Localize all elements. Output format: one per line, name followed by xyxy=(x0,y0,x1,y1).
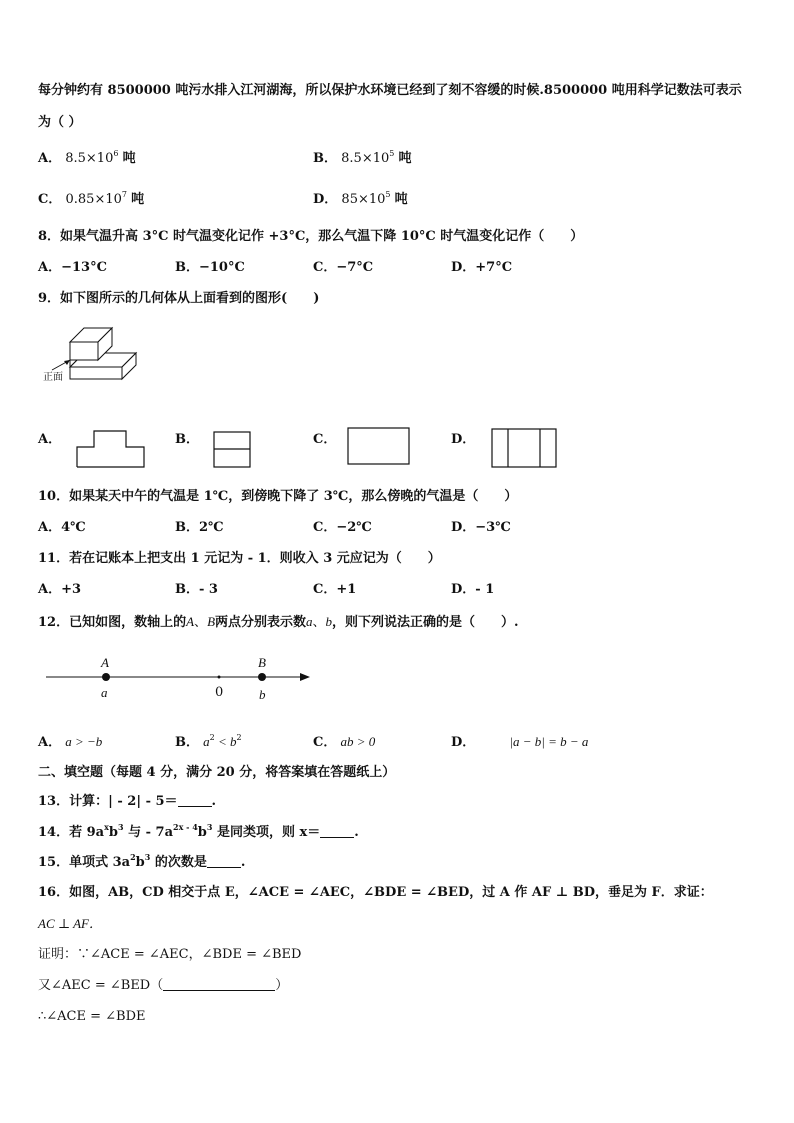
q13-stem: 13．计算：| - 2| - 5＝ . xyxy=(38,794,217,809)
q10-option-c: C．−2℃ xyxy=(313,520,372,535)
q7-option-c: C． $0.85\times 10^7$ 吨 xyxy=(38,190,145,207)
q9-option-b-shape xyxy=(213,431,253,469)
q9-stem: 9．如下图所示的几何体从上面看到的图形( ) xyxy=(38,291,320,306)
point-zero-tick xyxy=(218,676,221,679)
q15-stem: 15．单项式 $3a^2b^3$ 的次数是 . xyxy=(38,852,246,870)
q12-option-d: D． |a − b| = b − a xyxy=(451,734,589,750)
q16-stem-line1: 16．如图，AB，CD 相交于点 E，∠ACE = ∠AEC，∠BDE = ∠BED，过 A 作 AF ⊥ BD，垂足为 F．求证： xyxy=(38,885,713,900)
q12-option-a: A． a > −b xyxy=(38,734,103,750)
q11-option-c: C．+1 xyxy=(313,582,357,597)
q10-option-d: D．−3℃ xyxy=(451,520,511,535)
q10-stem: 10．如果某天中午的气温是 1℃，到傍晚下降了 3℃，那么傍晚的气温是（ ） xyxy=(38,489,518,504)
section-2-heading: 二、填空题（每题 4 分，满分 20 分，将答案填在答题纸上） xyxy=(38,765,396,780)
point-b-dot xyxy=(258,673,266,681)
q9-option-d-label: D． xyxy=(451,432,476,447)
q11-option-b: B．- 3 xyxy=(175,582,218,597)
numberline-label-b: b xyxy=(259,687,266,702)
numberline-label-B: B xyxy=(258,655,266,670)
q15-answer-blank xyxy=(207,855,241,868)
q9-option-c-shape xyxy=(347,427,411,467)
q14-stem: 14．若 $9a^xb^3$ 与 - $7a^{2x - 4}b^3$ 是同类项，则 x＝ . xyxy=(38,822,359,840)
point-a-dot xyxy=(102,673,110,681)
q8-option-a: A．−13°C xyxy=(38,260,107,275)
q16-proof-line2: 又∠AEC = ∠BED（ ） xyxy=(38,978,289,993)
q14-answer-blank xyxy=(320,825,354,838)
q16-reason-blank xyxy=(163,978,275,991)
q8-option-b: B．−10°C xyxy=(175,260,245,275)
q10-option-b: B．2℃ xyxy=(175,520,224,535)
numberline-label-a: a xyxy=(101,685,108,700)
q16-stem-line2: AC ⊥ AF． xyxy=(38,916,102,931)
q9-option-c-label: C． xyxy=(313,432,337,447)
q12-option-c: C． ab > 0 xyxy=(313,734,376,750)
q7-option-b: B． $8.5\times 10^5$ 吨 xyxy=(313,149,412,166)
q11-stem: 11．若在记账本上把支出 1 元记为 - 1．则收入 3 元应记为（ ） xyxy=(38,551,441,566)
q8-option-c: C．−7°C xyxy=(313,260,374,275)
q7-stem-line1: 每分钟约有 8500000 吨污水排入江河湖海，所以保护水环境已经到了刻不容缓的时候.8500000 吨用科学记数法可表示 xyxy=(38,83,742,98)
q11-option-a: A．+3 xyxy=(38,582,82,597)
q12-number-line xyxy=(46,652,316,702)
q16-proof-line1: 证明：∵∠ACE = ∠AEC，∠BDE = ∠BED xyxy=(38,947,302,962)
q8-stem: 8．如果气温升高 3°C 时气温变化记作 +3°C，那么气温下降 10°C 时气温变化记作（ ） xyxy=(38,229,584,244)
q12-stem: 12．已知如图，数轴上的A、B两点分别表示数a、b，则下列说法正确的是（ ）. xyxy=(38,614,519,630)
q13-answer-blank xyxy=(178,794,212,807)
q16-proof-line3: ∴∠ACE = ∠BDE xyxy=(38,1009,146,1024)
q8-option-d: D．+7°C xyxy=(451,260,513,275)
numberline-label-A: A xyxy=(101,655,109,670)
q9-option-a-label: A． xyxy=(38,432,62,447)
q9-option-b-label: B． xyxy=(175,432,199,447)
q9-option-a-shape xyxy=(76,430,146,468)
q12-option-b: B． $a^2 < b^2$ xyxy=(175,733,242,750)
numberline-label-zero: 0 xyxy=(215,685,224,700)
q7-option-a: A． $8.5\times 10^6$ 吨 xyxy=(38,149,136,166)
q10-option-a: A．4℃ xyxy=(38,520,86,535)
q7-option-d: D． $85\times 10^5$ 吨 xyxy=(313,190,408,207)
q7-stem-line2: 为（ ） xyxy=(38,115,82,130)
q9-option-d-shape xyxy=(491,428,559,470)
q11-option-d: D．- 1 xyxy=(451,582,495,597)
q9-front-label: 正面 xyxy=(43,372,63,383)
